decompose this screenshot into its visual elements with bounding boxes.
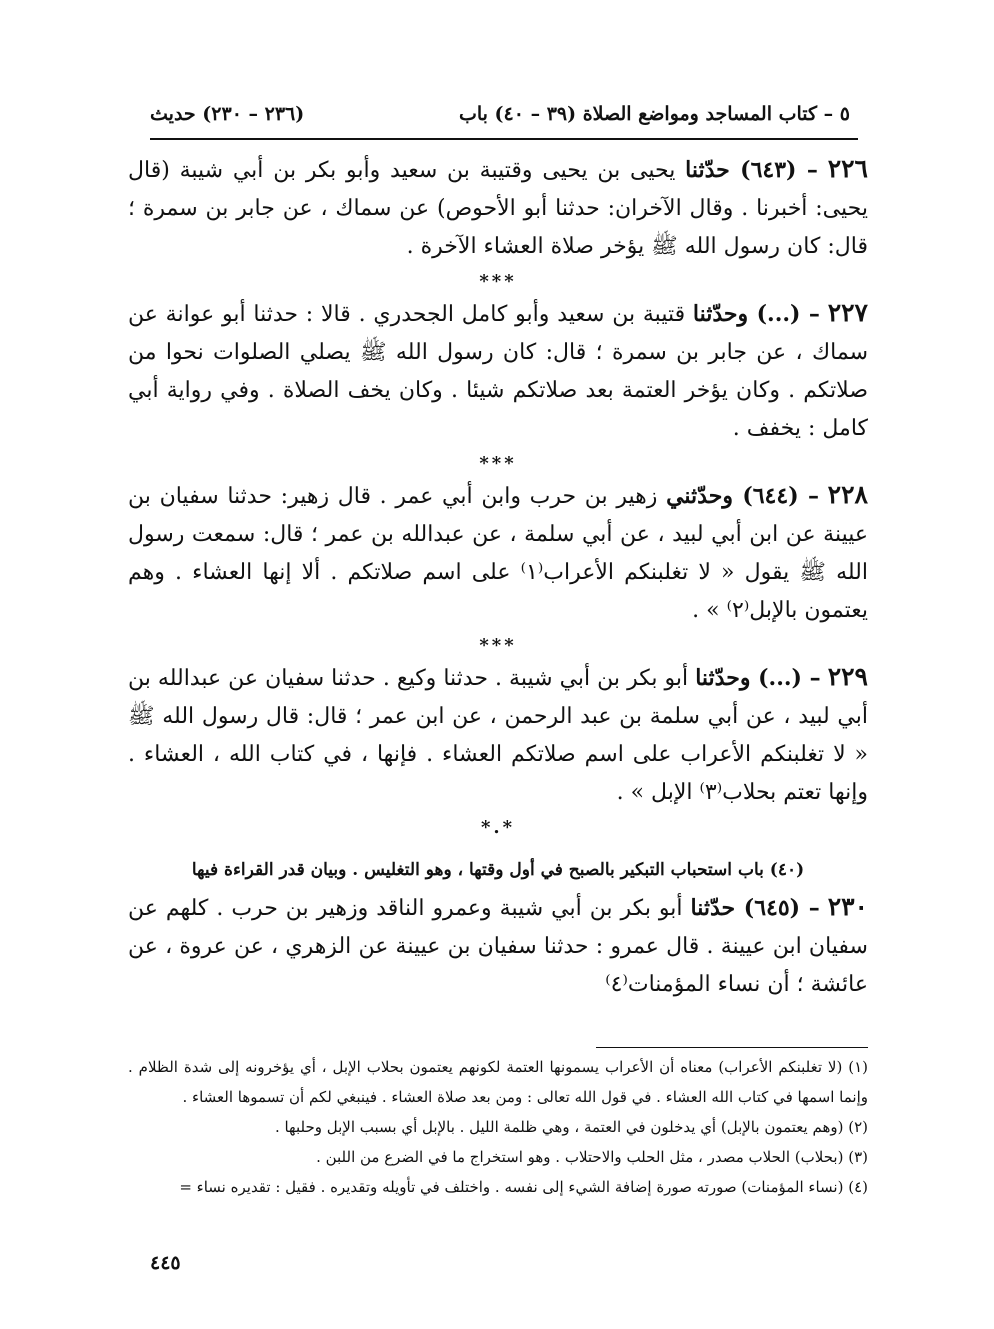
hadith-number: ٢٢٩: [827, 662, 868, 691]
separator: ***: [479, 635, 517, 656]
hadith-number: ٢٣٠: [827, 892, 868, 921]
hadith-lead: – (...) وحدّثنا: [692, 301, 820, 327]
hadith-text: يحيى بن يحيى وقتيبة بن سعيد وأبو بكر بن أبي شيبة (قال يحيى: أخبرنا . وقال الآخران: حدثنا أبو الأحوص) عن سماك ، عن جابر بن سمرة ؛ قال: كان رسول الله ﷺ يؤخر صلاة العشاء الآخرة .: [128, 158, 868, 259]
hadith-227: [128, 294, 868, 448]
footnotes: [128, 1052, 868, 1202]
hadith-lead: – (٦٤٥) حدّثنا: [690, 895, 820, 921]
hadith-text: أبو بكر بن أبي شيبة وعمرو الناقد وزهير بن حرب . كلهم عن سفيان ابن عيينة . قال عمرو : حدثنا سفيان بن عيينة عن الزهري ، عن عروة ، عن عائشة ؛ أن نساء المؤمنات⁽٤⁾: [128, 896, 868, 997]
hadith-230: [128, 888, 868, 1004]
footnote-2: (٢) (وهم يعتمون بالإبل) أي يدخلون في العتمة ، وهي ظلمة الليل . بالإبل أي بسبب الإبل وحلبها .: [274, 1118, 868, 1136]
hadith-229: [128, 658, 868, 812]
separator: ***: [479, 271, 517, 292]
footnote-3: (٣) (بحلاب) الحلاب مصدر ، مثل الحلب والاحتلاب . وهو استخراج ما في الضرع من اللبن .: [316, 1148, 868, 1166]
hadith-lead: – (...) وحدّثنا: [695, 665, 821, 691]
hadith-number: ٢٢٨: [827, 480, 868, 509]
running-header: [150, 96, 850, 132]
header-divider: [150, 138, 858, 140]
section-separator: *.*: [480, 817, 516, 838]
hadith-226: [128, 150, 868, 266]
hadith-lead: – (٦٤٣) حدّثنا: [685, 157, 818, 183]
hadith-lead: – (٦٤٤) وحدّثني: [666, 483, 819, 509]
footnote-4: (٤) (نساء المؤمنات) صورته صورة إضافة الشيء إلى نفسه . واختلف في تأويله وتقديره . فقيل : تقديره نساء =: [179, 1178, 868, 1196]
hadith-228: [128, 476, 868, 630]
main-text: [128, 150, 868, 1004]
footnote-divider: [596, 1047, 868, 1048]
hadith-number: ٢٢٦: [827, 154, 868, 183]
header-book-title: ٥ – كتاب المساجد ومواضع الصلاة (٣٩ – ٤٠) باب: [458, 103, 850, 125]
separator: ***: [479, 453, 517, 474]
chapter-heading: (٤٠) باب استحباب التبكير بالصبح في أول وقتها ، وهو التغليس . وبيان قدر القراءة فيها: [191, 860, 805, 880]
hadith-number: ٢٢٧: [827, 298, 868, 327]
header-hadith-range: (٢٣٦ – ٢٣٠) حديث: [150, 103, 305, 125]
hadith-text: قتيبة بن سعيد وأبو كامل الجحدري . قالا : حدثنا أبو عوانة عن سماك ، عن جابر بن سمرة ؛ قال: كان رسول الله ﷺ يصلي الصلوات نحوا من صلاتكم . وكان يؤخر العتمة بعد صلاتكم شيئا . وكان يخف الصلاة . وفي رواية أبي كامل : يخفف .: [128, 302, 868, 441]
page-number: ٤٤٥: [150, 1252, 181, 1274]
hadith-text: أبو بكر بن أبي شيبة . حدثنا وكيع . حدثنا سفيان عن عبدالله بن أبي لبيد ، عن أبي سلمة بن عبد الرحمن ، عن ابن عمر ؛ قال: قال رسول الله ﷺ « لا تغلبنكم الأعراب على اسم صلاتكم العشاء . فإنها ، في كتاب الله ، العشاء . وإنها تعتم بحلاب⁽٣⁾ الإبل » .: [128, 666, 868, 805]
hadith-text: زهير بن حرب وابن أبي عمر . قال زهير: حدثنا سفيان بن عيينة عن ابن أبي لبيد ، عن أبي سلمة ، عن عبدالله بن عمر ؛ قال: سمعت رسول الله ﷺ يقول « لا تغلبنكم الأعراب⁽١⁾ على اسم صلاتكم . ألا إنها العشاء . وهم يعتمون بالإبل⁽٢⁾ » .: [128, 484, 868, 623]
footnote-1: (١) (لا تغلبنكم الأعراب) معناه أن الأعراب يسمونها العتمة لكونهم يعتمون بحلاب الإبل ، أي يؤخرونه إلى شدة الظلام . وإنما اسمها في كتاب الله العشاء . في قول الله تعالى : ومن بعد صلاة العشاء . فينبغي لكم أن تسموها العشاء .: [128, 1058, 868, 1106]
